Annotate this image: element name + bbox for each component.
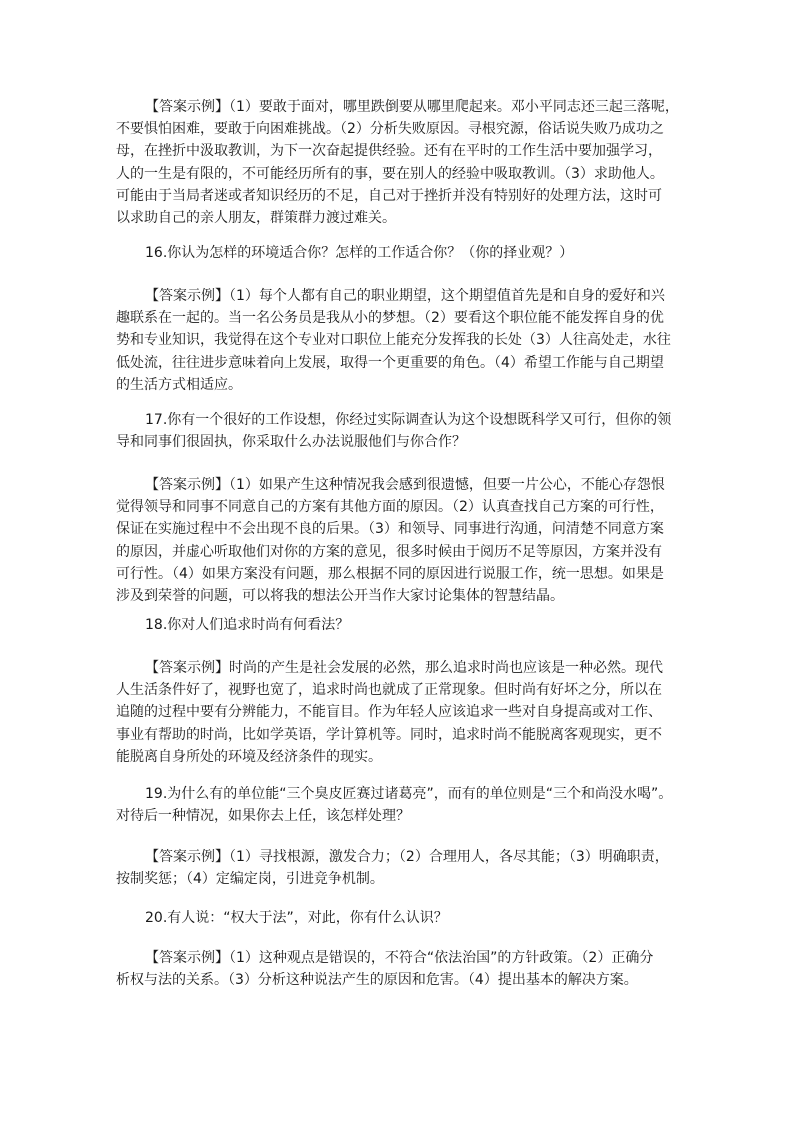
text-line: 17.你有一个很好的工作设想，你经过实际调查认为这个设想既科学又可行，但你的领 <box>145 412 672 428</box>
text-line: 【答案示例】（1）每个人都有自己的职业期望，这个期望值首先是和自身的爱好和兴 <box>145 288 665 304</box>
text-line: 16.你认为怎样的环境适合你？怎样的工作适合你？（你的择业观？） <box>145 245 574 261</box>
text-line: 20.有人说：“权大于法”，对此，你有什么认识？ <box>145 910 448 926</box>
text-line: 低处流，往往进步意味着向上发展，取得一个更重要的角色。（4）希望工作能与自己期望 <box>116 354 664 371</box>
text-line: 不要惧怕困难，要敢于向困难挑战。（2）分析失败原因。寻根究源，俗话说失败乃成功之 <box>116 121 664 138</box>
text-line: 母，在挫折中汲取教训，为下一次奋起提供经验。还有在平时的工作生活中要加强学习， <box>116 143 662 160</box>
text-line: 【答案示例】（1）要敢于面对，哪里跌倒要从哪里爬起来。邓小平同志还三起三落呢， <box>145 99 679 115</box>
question-17 <box>116 409 676 453</box>
answer-example-paragraph <box>116 285 676 396</box>
answer-example-paragraph <box>116 947 676 991</box>
text-line: 势和专业知识，我觉得在这个专业对口职位上能充分发挥我的长处（3）人往高处走，水往 <box>116 332 671 349</box>
text-line: 【答案示例】（1）寻找根源，激发合力；（2）合理用人，各尽其能；（3）明确职责， <box>145 849 669 865</box>
text-line: 人生活条件好了，视野也宽了，追求时尚也就成了正常现象。但时尚有好坏之分，所以在 <box>116 682 662 699</box>
text-line: 【答案示例】时尚的产生是社会发展的必然，那么追求时尚也应该是一种必然。现代 <box>145 660 663 676</box>
text-line: 【答案示例】（1）这种观点是错误的，不符合“依法治国”的方针政策。（2）正确分 <box>145 950 654 966</box>
text-line: 保证在实施过程中不会出现不良的后果。（3）和领导、同事进行沟通，问清楚不同意方案 <box>116 521 664 538</box>
question-20 <box>116 907 676 929</box>
question-19 <box>116 783 676 827</box>
text-line: 的生活方式相适应。 <box>116 376 242 393</box>
text-line: 导和同事们很固执，你采取什么办法说服他们与你合作？ <box>116 434 466 451</box>
answer-example-paragraph <box>116 846 676 890</box>
answer-example-paragraph <box>116 96 679 229</box>
text-line: 析权与法的关系。（3）分析这种说法产生的原因和危害。（4）提出基本的解决方案。 <box>116 972 638 989</box>
text-line: 觉得领导和同事不同意自己的方案有其他方面的原因。（2）认真查找自己方案的可行性， <box>116 499 664 516</box>
text-line: 可行性。（4）如果方案没有问题，那么根据不同的原因进行说服工作，统一思想。如果是 <box>116 565 664 582</box>
text-line: 的原因，并虚心听取他们对你的方案的意见，很多时候由于阅历不足等原因，方案并没有 <box>116 543 662 560</box>
text-line: 能脱离自身所处的环境及经济条件的现实。 <box>116 748 382 765</box>
text-line: 按制奖惩；（4）定编定岗，引进竞争机制。 <box>116 871 384 888</box>
question-18 <box>116 614 676 636</box>
question-16 <box>116 242 676 264</box>
text-line: 事业有帮助的时尚，比如学英语，学计算机等。同时，追求时尚不能脱离客观现实，更不 <box>116 726 662 743</box>
text-line: 追随的过程中要有分辨能力，不能盲目。作为年轻人应该追求一些对自身提高或对工作、 <box>116 704 662 721</box>
text-line: 涉及到荣誉的问题，可以将我的想法公开当作大家讨论集体的智慧结晶。 <box>116 587 564 604</box>
text-line: 【答案示例】（1）如果产生这种情况我会感到很遗憾，但要一片公心，不能心存怨恨 <box>145 477 665 493</box>
text-line: 18.你对人们追求时尚有何看法？ <box>145 617 350 633</box>
text-line: 人的一生是有限的，不可能经历所有的事，要在别人的经验中吸取教训。（3）求助他人。 <box>116 165 664 182</box>
text-line: 以求助自己的亲人朋友，群策群力渡过难关。 <box>116 209 396 226</box>
text-line: 可能由于当局者迷或者知识经历的不足，自己对于挫折并没有特别好的处理方法，这时可 <box>116 187 662 204</box>
answer-example-paragraph <box>116 474 676 607</box>
text-line: 对待后一种情况，如果你去上任，该怎样处理？ <box>116 808 410 825</box>
answer-example-paragraph <box>116 657 676 768</box>
text-line: 趣联系在一起的。当一名公务员是我从小的梦想。（2）要看这个职位能不能发挥自身的优 <box>116 310 664 327</box>
text-line: 19.为什么有的单位能“三个臭皮匠赛过诸葛亮”，而有的单位则是“三个和尚没水喝”。 <box>145 786 673 802</box>
